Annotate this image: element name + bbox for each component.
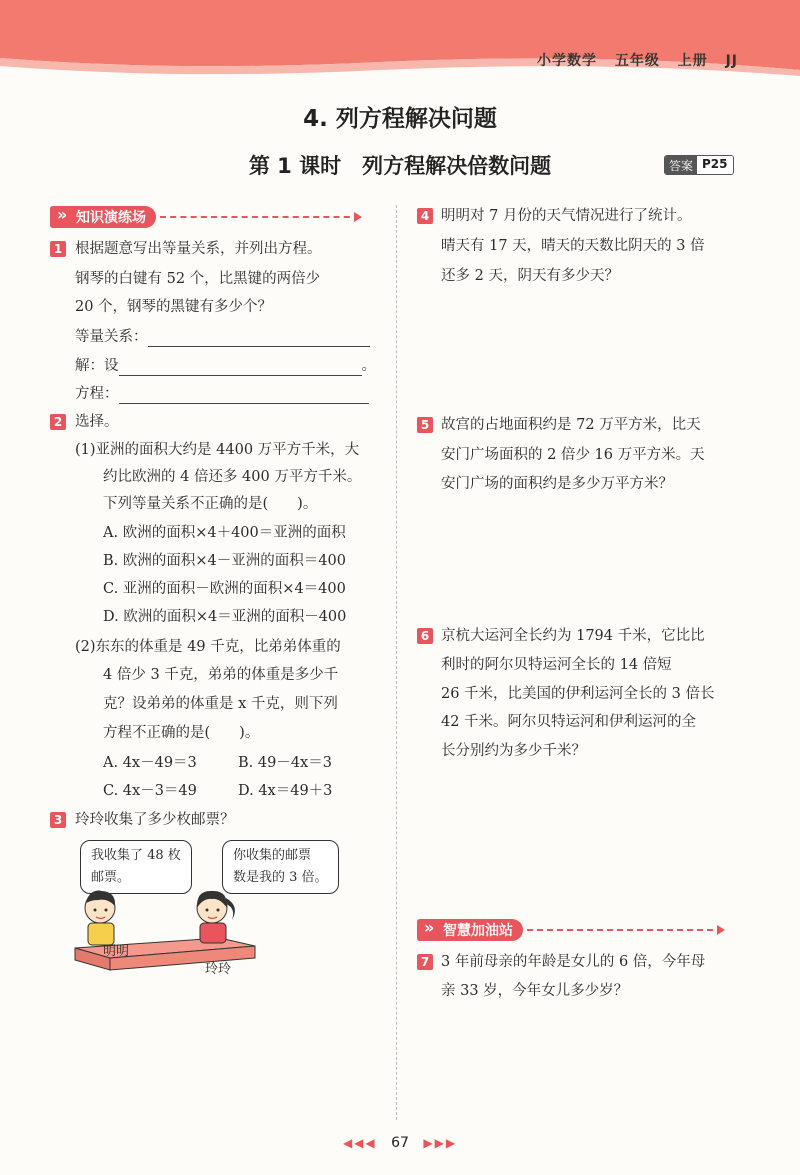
q2-p2-option-a[interactable]: A. 4x－49＝3 — [103, 755, 197, 771]
page-footer — [0, 1135, 800, 1151]
header-band — [0, 0, 800, 90]
volume-label: 上册 — [677, 53, 708, 69]
q1-equation-row — [75, 384, 369, 404]
bubble-girl-line-1: 你收集的邮票 — [233, 848, 312, 863]
bubble-boy-line-1: 我收集了 48 枚 — [91, 848, 181, 863]
question-number-2: 2 — [50, 414, 66, 430]
q2-p2-line-1: (2)东东的体重是 49 千克，比弟弟体重的 — [75, 639, 341, 655]
right-arrows-icon: ▶▶▶ — [423, 1136, 458, 1150]
section-practice-label: » 知识演练场 — [50, 206, 156, 228]
dashed-arrow — [527, 929, 723, 931]
bubble-girl-line-2: 数是我的 3 倍。 — [233, 870, 328, 885]
q2-p1-option-b[interactable]: B. 欧洲的面积×4－亚洲的面积＝400 — [103, 553, 346, 569]
grade-label: 五年级 — [614, 53, 660, 69]
q1-title: 根据题意写出等量关系，并列出方程。 — [75, 241, 322, 257]
q5-line-2: 安门广场面积的 2 倍少 16 万平方米。天 — [441, 447, 705, 463]
answer-label: 答案 — [665, 156, 697, 174]
q2-p1-line-2: 约比欧洲的 4 倍还多 400 万平方千米。 — [103, 469, 362, 485]
boy-name: 明明 — [103, 944, 130, 959]
q1-line-2: 20 个，钢琴的黑键有多少个？ — [75, 299, 273, 315]
sub-title: 第 1 课时 列方程解决倍数问题 — [248, 154, 552, 178]
solve-label: 解：设 — [75, 358, 119, 374]
q1-relation-row — [75, 327, 370, 347]
page-number: 67 — [391, 1135, 409, 1151]
left-arrows-icon: ◀◀◀ — [342, 1136, 377, 1150]
edition-label: JJ — [725, 53, 738, 69]
relation-label: 等量关系： — [75, 329, 148, 345]
solve-end: 。 — [361, 358, 376, 374]
q1-line-1: 钢琴的白键有 52 个，比黑键的两倍少 — [75, 271, 321, 287]
q7-line-2: 亲 33 岁，今年女儿多少岁？ — [441, 983, 629, 999]
q4-line-1: 明明对 7 月份的天气情况进行了统计。 — [441, 208, 692, 224]
question-number-7: 7 — [417, 954, 433, 970]
q5-line-1: 故宫的占地面积约是 72 万平方米，比天 — [441, 417, 701, 433]
question-number-5: 5 — [417, 417, 433, 433]
column-divider — [396, 205, 397, 1120]
answer-page: P25 — [697, 156, 733, 174]
q6-line-2: 利时的阿尔贝特运河全长的 14 倍短 — [441, 657, 672, 673]
bubble-boy-line-2: 邮票。 — [91, 870, 131, 885]
section-wisdom — [417, 919, 723, 941]
q5-line-3: 安门广场的面积约是多少万平方米？ — [441, 476, 673, 492]
subject-label: 小学数学 — [536, 53, 597, 69]
q2-p2-line-4: 方程不正确的是( )。 — [103, 725, 260, 741]
q2-p1-option-c[interactable]: C. 亚洲的面积－欧洲的面积×4＝400 — [103, 581, 346, 597]
q3-title: 玲玲收集了多少枚邮票？ — [75, 812, 235, 828]
q2-p1-option-a[interactable]: A. 欧洲的面积×4＋400＝亚洲的面积 — [103, 525, 346, 541]
answer-tag — [664, 155, 734, 175]
lesson-title: 4. 列方程解决问题 — [303, 106, 497, 132]
q6-line-4: 42 千米。阿尔贝特运河和伊利运河的全 — [441, 714, 697, 730]
q6-line-3: 26 千米，比美国的伊利运河全长的 3 倍长 — [441, 686, 715, 702]
question-number-6: 6 — [417, 628, 433, 644]
equation-answer-blank[interactable] — [119, 387, 369, 404]
q7-line-1: 3 年前母亲的年龄是女儿的 6 倍，今年母 — [441, 954, 706, 970]
section-wisdom-label: » 智慧加油站 — [417, 919, 523, 941]
girl-name: 玲玲 — [205, 962, 232, 977]
dashed-arrow — [160, 216, 360, 218]
children-illustration — [70, 886, 270, 986]
question-number-4: 4 — [417, 208, 433, 224]
q6-line-1: 京杭大运河全长约为 1794 千米，它比比 — [441, 628, 705, 644]
q2-p1-line-1: (1)亚洲的面积大约是 4400 万平方千米，大 — [75, 442, 360, 458]
equation-label: 方程： — [75, 386, 119, 402]
q2-p2-line-2: 4 倍少 3 千克，弟弟的体重是多少千 — [103, 667, 339, 683]
q6-line-5: 长分别约为多少千米？ — [441, 743, 586, 759]
q2-p2-option-c[interactable]: C. 4x－3＝49 — [103, 783, 197, 799]
q4-line-2: 晴天有 17 天，晴天的天数比阴天的 3 倍 — [441, 238, 705, 254]
q4-line-3: 还多 2 天，阴天有多少天？ — [441, 268, 619, 284]
q2-p2-option-d[interactable]: D. 4x＝49＋3 — [238, 783, 333, 799]
section-practice — [50, 206, 360, 228]
solve-answer-blank[interactable] — [119, 359, 362, 376]
question-number-1: 1 — [50, 241, 66, 257]
q2-p1-option-d[interactable]: D. 欧洲的面积×4＝亚洲的面积－400 — [103, 609, 347, 625]
q2-p2-option-b[interactable]: B. 49－4x＝3 — [238, 755, 332, 771]
book-label — [525, 50, 738, 70]
question-number-3: 3 — [50, 812, 66, 828]
q2-p1-line-3: 下列等量关系不正确的是( )。 — [103, 496, 318, 512]
q1-solve-row — [75, 356, 376, 376]
q2-p2-line-3: 克？设弟弟的体重是 x 千克，则下列 — [103, 696, 338, 712]
q2-title: 选择。 — [75, 414, 119, 430]
relation-answer-blank[interactable] — [148, 330, 370, 347]
